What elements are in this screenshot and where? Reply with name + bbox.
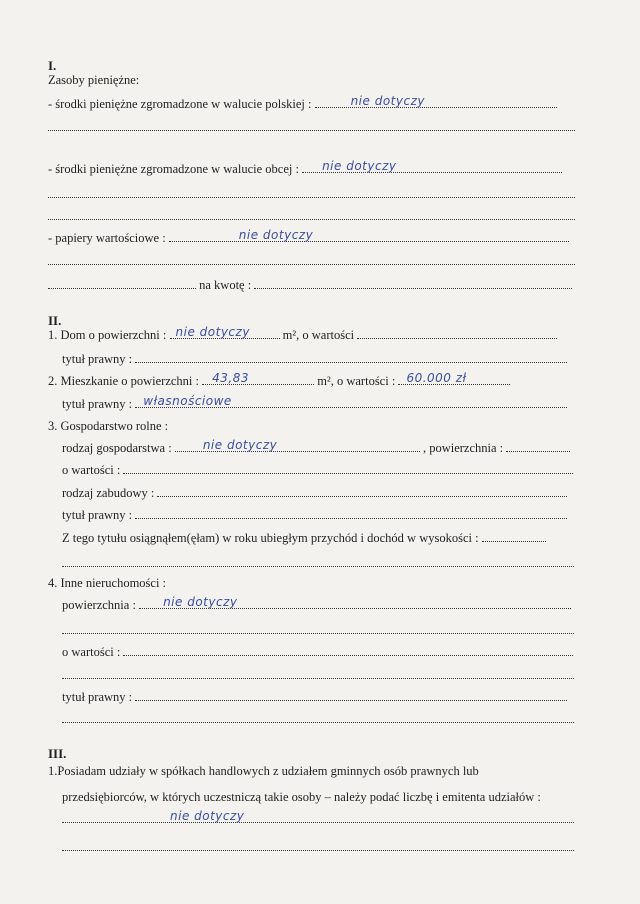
flat-title-field[interactable] xyxy=(135,394,567,408)
other-area-field[interactable] xyxy=(139,595,571,609)
section-2-heading: II. xyxy=(48,313,62,328)
farm-type-field[interactable] xyxy=(175,438,420,452)
flat-title-value: własnościowe xyxy=(143,394,232,408)
pln-funds-label: - środki pieniężne zgromadzone w walucie polskiej : xyxy=(48,97,312,111)
other-title-label: tytuł prawny : xyxy=(62,690,133,704)
flat-label: 2. Mieszkanie o powierzchni : xyxy=(48,374,199,388)
farm-title-row xyxy=(62,508,567,523)
other-area-row xyxy=(62,595,571,613)
house-area-value: nie dotyczy xyxy=(175,325,250,339)
foreign-funds-value: nie dotyczy xyxy=(322,159,397,173)
amount-prefix-dots xyxy=(48,278,196,289)
foreign-funds-label: - środki pieniężne zgromadzone w walucie obcej : xyxy=(48,162,299,176)
dotted-line xyxy=(48,197,575,198)
shares-value: nie dotyczy xyxy=(170,809,245,823)
flat-title-label: tytuł prawny : xyxy=(62,397,133,411)
farm-value-field[interactable] xyxy=(123,463,573,474)
other-row xyxy=(48,576,166,591)
dotted-line xyxy=(62,850,574,851)
amount-row xyxy=(48,278,572,293)
amount-field[interactable] xyxy=(254,278,572,289)
farm-building-row xyxy=(62,486,567,501)
house-title-row xyxy=(62,352,567,367)
flat-area-value: 43,83 xyxy=(212,371,249,385)
flat-value-field[interactable] xyxy=(398,371,510,385)
other-title-row xyxy=(62,690,567,705)
flat-area-field[interactable] xyxy=(202,371,314,385)
other-value-field[interactable] xyxy=(123,645,573,656)
other-value-label: o wartości : xyxy=(62,645,121,659)
flat-title-row xyxy=(62,394,567,412)
shares-row xyxy=(62,809,574,827)
farm-building-label: rodzaj zabudowy : xyxy=(62,486,155,500)
other-title-field[interactable] xyxy=(135,690,567,701)
farm-type-row xyxy=(62,438,570,456)
dotted-line xyxy=(62,633,574,634)
dotted-line xyxy=(62,678,574,679)
farm-title-field[interactable] xyxy=(135,508,567,519)
shares-field[interactable] xyxy=(62,809,574,823)
house-value-label: o wartości xyxy=(302,328,355,342)
flat-value-value: 60.000 zł xyxy=(406,371,467,385)
other-label: 4. Inne nieruchomości : xyxy=(48,576,167,590)
farm-title-label: tytuł prawny : xyxy=(62,508,133,522)
flat-unit: m², xyxy=(317,374,334,388)
dotted-line xyxy=(62,566,574,567)
farm-building-field[interactable] xyxy=(157,486,567,497)
amount-label: na kwotę : xyxy=(199,278,252,292)
house-value-field[interactable] xyxy=(357,328,557,339)
dotted-line xyxy=(48,219,575,220)
other-area-label: powierzchnia : xyxy=(62,598,136,612)
section-3-heading: III. xyxy=(48,746,67,761)
farm-type-value: nie dotyczy xyxy=(202,438,278,452)
house-title-label: tytuł prawny : xyxy=(62,352,133,366)
securities-row xyxy=(48,228,569,246)
house-label: 1. Dom o powierzchni : xyxy=(48,328,167,342)
section-3-text-line-1: 1.Posiadam udziały w spółkach handlowych z udziałem gminnych osób prawnych lub xyxy=(48,764,479,778)
farm-value-label: o wartości : xyxy=(62,463,121,477)
farm-area-label: , powierzchnia : xyxy=(422,441,504,455)
section-3-text-line-2: przedsiębiorców, w których uczestniczą takie osoby – należy podać liczbę i emitenta udziałów : xyxy=(62,790,541,804)
pln-funds-value: nie dotyczy xyxy=(350,94,425,108)
foreign-funds-field[interactable] xyxy=(302,159,562,173)
other-area-value: nie dotyczy xyxy=(163,595,238,609)
farm-type-label: rodzaj gospodarstwa : xyxy=(62,441,172,455)
dotted-line xyxy=(62,722,574,723)
pln-funds-row xyxy=(48,94,557,112)
dotted-line xyxy=(48,264,575,265)
farm-row xyxy=(48,419,168,434)
farm-income-label: Z tego tytułu osiągnąłem(ęłam) w roku ubiegłym przychód i dochód w wysokości : xyxy=(62,531,479,545)
farm-label: 3. Gospodarstwo rolne : xyxy=(48,419,169,433)
flat-row xyxy=(48,371,510,389)
section-1-heading: I. xyxy=(48,58,57,73)
pln-funds-field[interactable] xyxy=(315,94,557,108)
farm-area-field[interactable] xyxy=(506,441,570,452)
securities-field[interactable] xyxy=(169,228,569,242)
farm-value-row xyxy=(62,463,573,478)
house-row xyxy=(48,325,557,343)
other-value-row xyxy=(62,645,573,660)
flat-value-label: o wartości : xyxy=(336,374,396,388)
farm-income-field[interactable] xyxy=(482,531,546,542)
farm-income-row xyxy=(62,531,546,546)
house-title-field[interactable] xyxy=(135,352,567,363)
dotted-line xyxy=(48,130,575,131)
house-unit: m², xyxy=(282,328,300,342)
securities-label: - papiery wartościowe : xyxy=(48,231,166,245)
foreign-funds-row xyxy=(48,159,562,177)
section-1-title: Zasoby pieniężne: xyxy=(48,73,140,87)
house-area-field[interactable] xyxy=(170,325,280,339)
securities-value: nie dotyczy xyxy=(238,228,314,242)
